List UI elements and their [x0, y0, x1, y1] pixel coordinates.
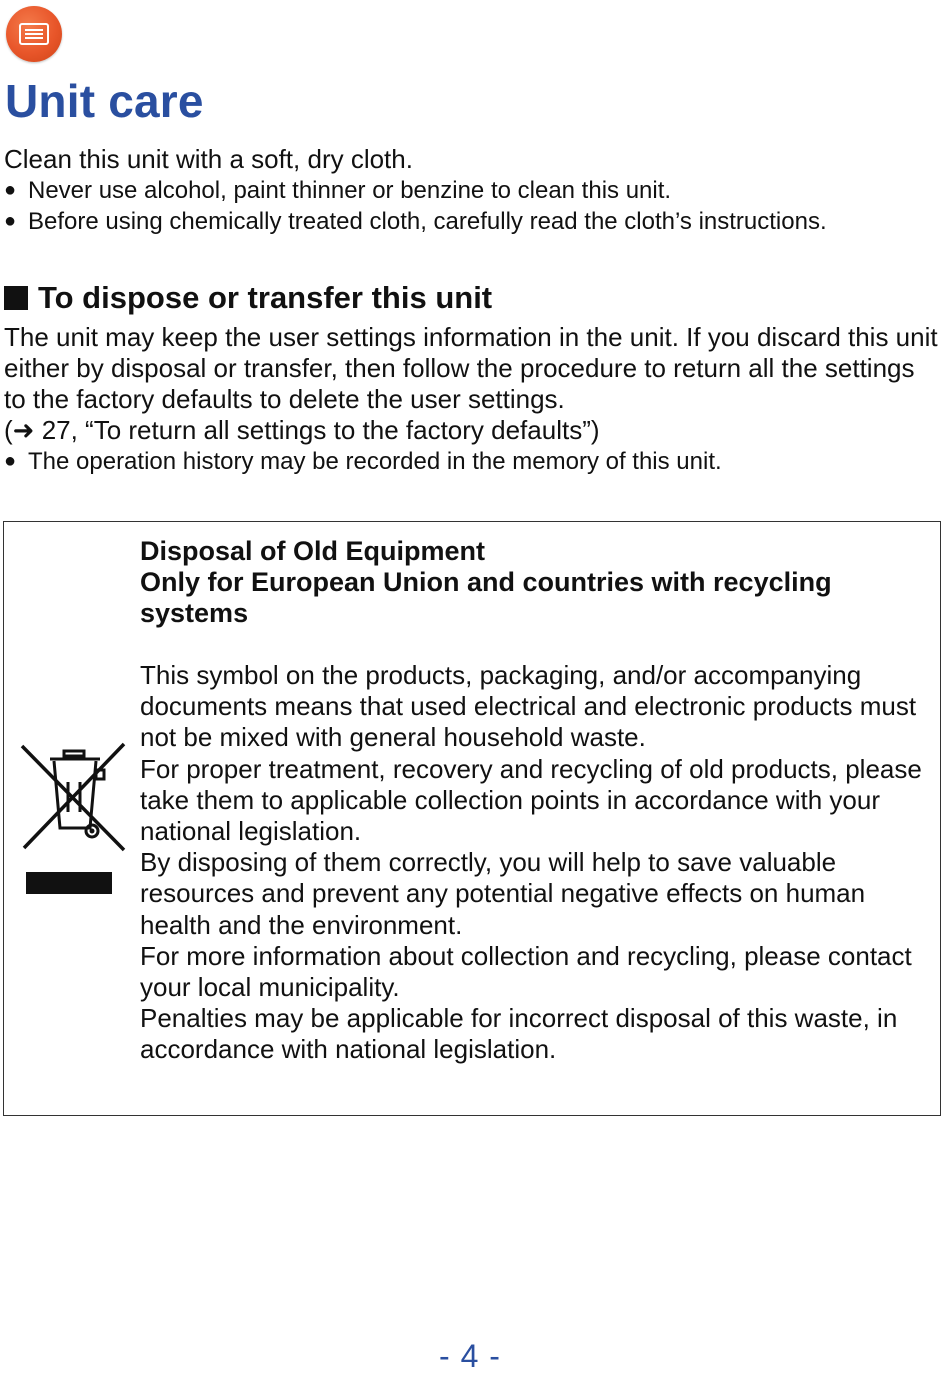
dispose-section	[4, 322, 939, 477]
dispose-paragraph: The unit may keep the user settings information in the unit. If you discard this unit either by disposal or transfer, then follow the procedure to return all the settings to the factory defaults to delete the user settings.	[4, 322, 938, 414]
care-bullet-1: Never use alcohol, paint thinner or benzine to clean this unit.	[28, 177, 672, 204]
bullet-icon: ●	[4, 450, 17, 472]
weee-paragraph-1: This symbol on the products, packaging, and/or accompanying documents means that used electrical and electronic products must not be mixed with general household waste.	[140, 660, 917, 753]
cross-reference[interactable]	[4, 415, 939, 446]
bullet-icon: ●	[4, 179, 17, 201]
crossed-out-bin-icon	[18, 742, 128, 854]
ref-open: (	[4, 415, 13, 445]
menu-button[interactable]	[6, 6, 62, 62]
weee-paragraph-5: Penalties may be applicable for incorrect disposal of this waste, in accordance with national legislation.	[140, 1003, 898, 1065]
list-item	[4, 446, 939, 477]
page-number: - 4 -	[439, 1338, 501, 1374]
dispose-heading: To dispose or transfer this unit	[38, 280, 493, 315]
weee-paragraph-3: By disposing of them correctly, you will help to save valuable resources and prevent any potential negative effects on human health and the environment.	[140, 847, 866, 940]
list-item	[4, 175, 939, 206]
page-title: Unit care	[5, 75, 204, 127]
weee-heading: Disposal of Old Equipment	[140, 536, 486, 566]
weee-notice-box	[3, 521, 941, 1116]
black-bar-mark	[26, 872, 112, 894]
section-heading	[4, 280, 492, 316]
arrow-right-icon: ➜	[12, 415, 35, 445]
list-item	[4, 206, 939, 237]
ref-text: 27, “To return all settings to the factory defaults”)	[34, 415, 600, 445]
spacer	[140, 629, 930, 660]
weee-text	[140, 536, 930, 1066]
care-section	[4, 144, 939, 237]
weee-paragraph-4: For more information about collection and recycling, please contact your local municipality.	[140, 940, 912, 1003]
weee-paragraph-2: For proper treatment, recovery and recycling of old products, please take them to applicable collection points in accordance with your national legislation.	[140, 753, 922, 847]
square-bullet-icon	[4, 286, 28, 310]
bullet-icon: ●	[4, 210, 17, 232]
dispose-bullet: The operation history may be recorded in the memory of this unit.	[28, 448, 722, 475]
weee-subheading: Only for European Union and countries with recycling systems	[140, 567, 832, 628]
care-intro: Clean this unit with a soft, dry cloth.	[4, 144, 413, 174]
menu-list-icon	[19, 23, 49, 45]
care-bullet-2: Before using chemically treated cloth, carefully read the cloth’s instructions.	[28, 208, 827, 235]
